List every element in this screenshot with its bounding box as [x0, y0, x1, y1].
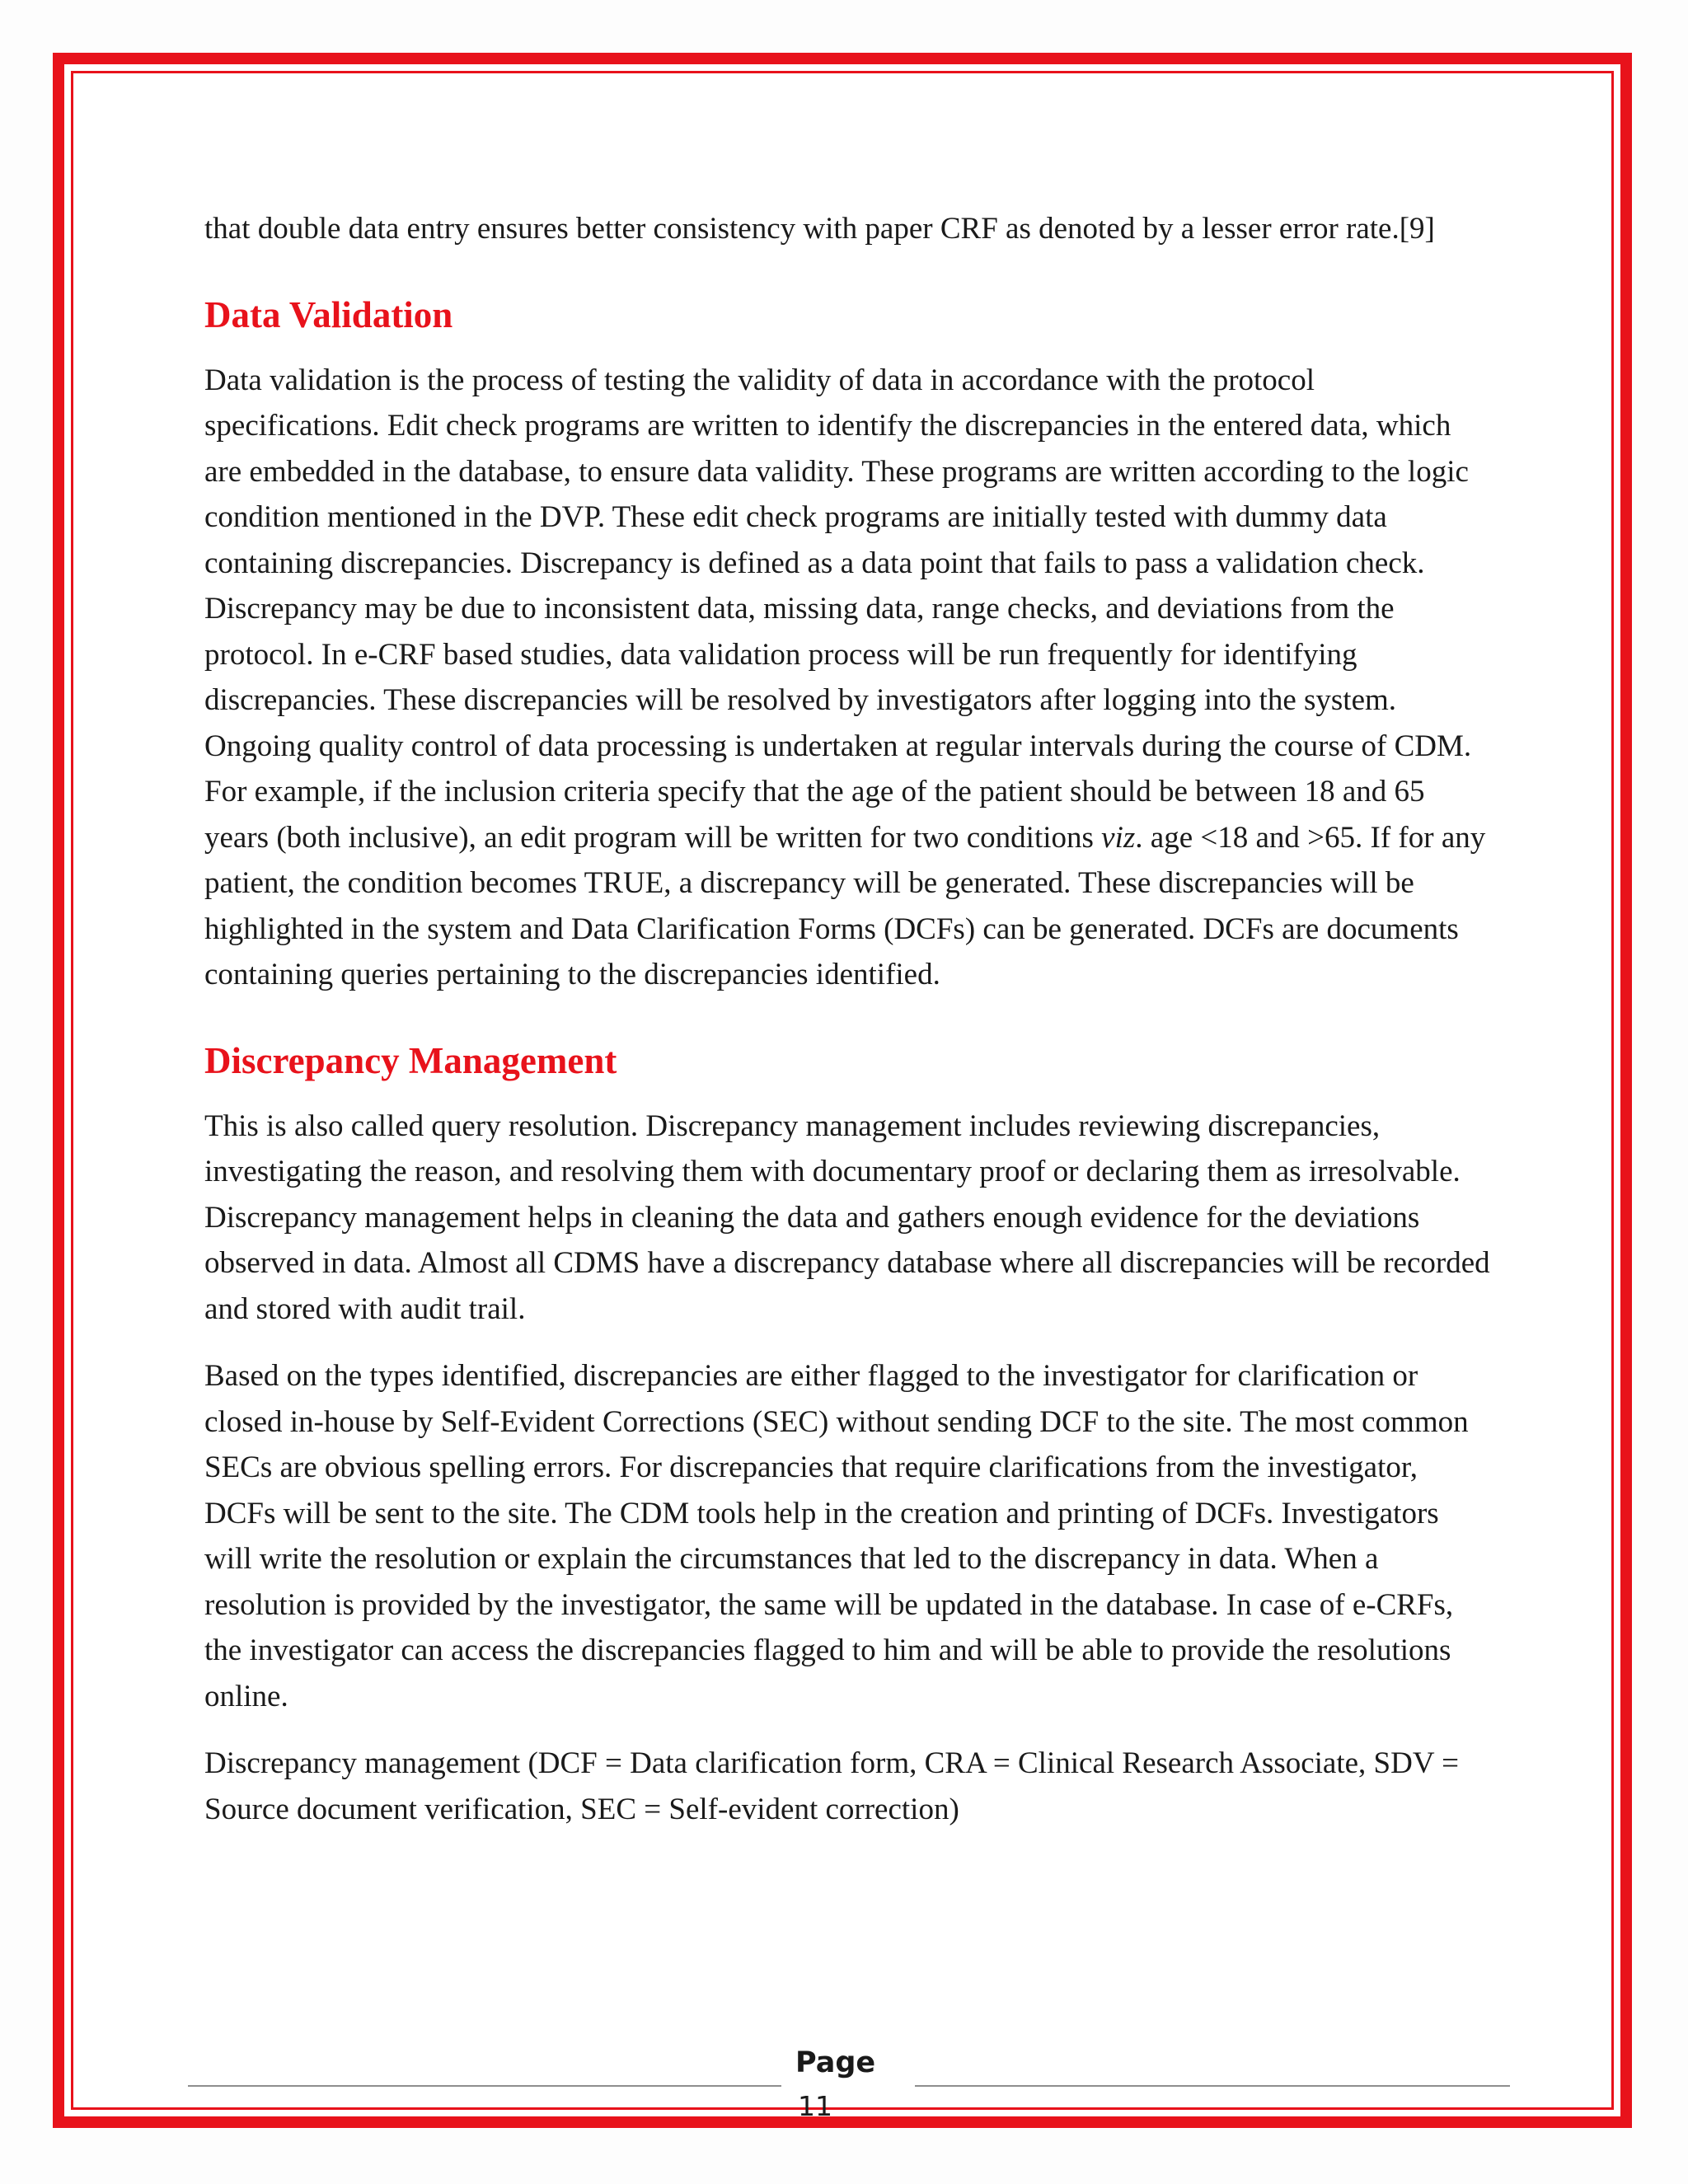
document-body — [204, 206, 1490, 1854]
intro-paragraph: that double data entry ensures better consistency with paper CRF as denoted by a lesser error rate.[9] — [204, 212, 1435, 246]
viz-abbreviation: viz — [1101, 820, 1136, 855]
discrepancy-management-paragraph-2: Based on the types identified, discrepancies are either flagged to the investigator for clarification or closed in-house by Self-Evident Corrections (SEC) without sending DCF to the site. The most common SECs are obvious spelling errors. For discrepancies that require clarifications from the investigator, DCFs will be sent to the site. The CDM tools help in the creation and printing of DCFs. Investigators will write the resolution or explain the circumstances that led to the discrepancy in data. When a resolution is provided by the investigator, the same will be updated in the database. In case of e-CRFs, the investigator can access the discrepancies flagged to him and will be able to provide the resolutions online. — [204, 1359, 1469, 1713]
page-number: 11 — [798, 2090, 832, 2122]
page-label: Page — [795, 2046, 876, 2079]
footer-rule-left — [188, 2085, 781, 2087]
discrepancy-management-paragraph-1: This is also called query resolution. Discrepancy management includes reviewing discrepancies, investigating the reason, and resolving them with documentary proof or declaring them as irresolvable. Discrepancy management helps in cleaning the data and gathers enough evidence for the deviations observed in data. Almost all CDMS have a discrepancy database where all discrepancies will be recorded and stored with audit trail. — [204, 1108, 1490, 1326]
data-validation-text-part-1: Data validation is the process of testing the validity of data in accordance with the protocol specifications. Edit check programs are written to identify the discrepancies in the entered data, which are embedded in the database, to ensure data validity. These programs are written according to the logic condition mentioned in the DVP. These edit check programs are initially tested with dummy data containing discrepancies. Discrepancy is defined as a data point that fails to pass a validation check. Discrepancy may be due to inconsistent data, missing data, range checks, and deviations from the protocol. In e-CRF based studies, data validation process will be run frequently for identifying discrepancies. These discrepancies will be resolved by investigators after logging into the system. Ongoing quality control of data processing is undertaken at regular intervals during the course of CDM. For example, if the inclusion criteria specify that the age of the patient should be between 18 and 65 years (both inclusive), an edit program will be written for two conditions — [204, 363, 1472, 855]
data-validation-heading: Data Validation — [204, 293, 453, 335]
data-validation-text-part-2: . age <18 and >65. If for any patient, the condition becomes TRUE, a discrepancy will be generated. These discrepancies will be highlighted in the system and Data Clarification Forms (DCFs) can be generated. DCFs are documents containing queries pertaining to the discrepancies identified. — [204, 820, 1486, 991]
discrepancy-management-caption: Discrepancy management (DCF = Data clarification form, CRA = Clinical Research Associate, SDV = Source document verification, SEC = Self-evident correction) — [204, 1746, 1460, 1826]
discrepancy-management-heading: Discrepancy Management — [204, 1039, 617, 1081]
footer-rule-right — [915, 2085, 1510, 2087]
data-validation-paragraph — [204, 358, 1490, 998]
